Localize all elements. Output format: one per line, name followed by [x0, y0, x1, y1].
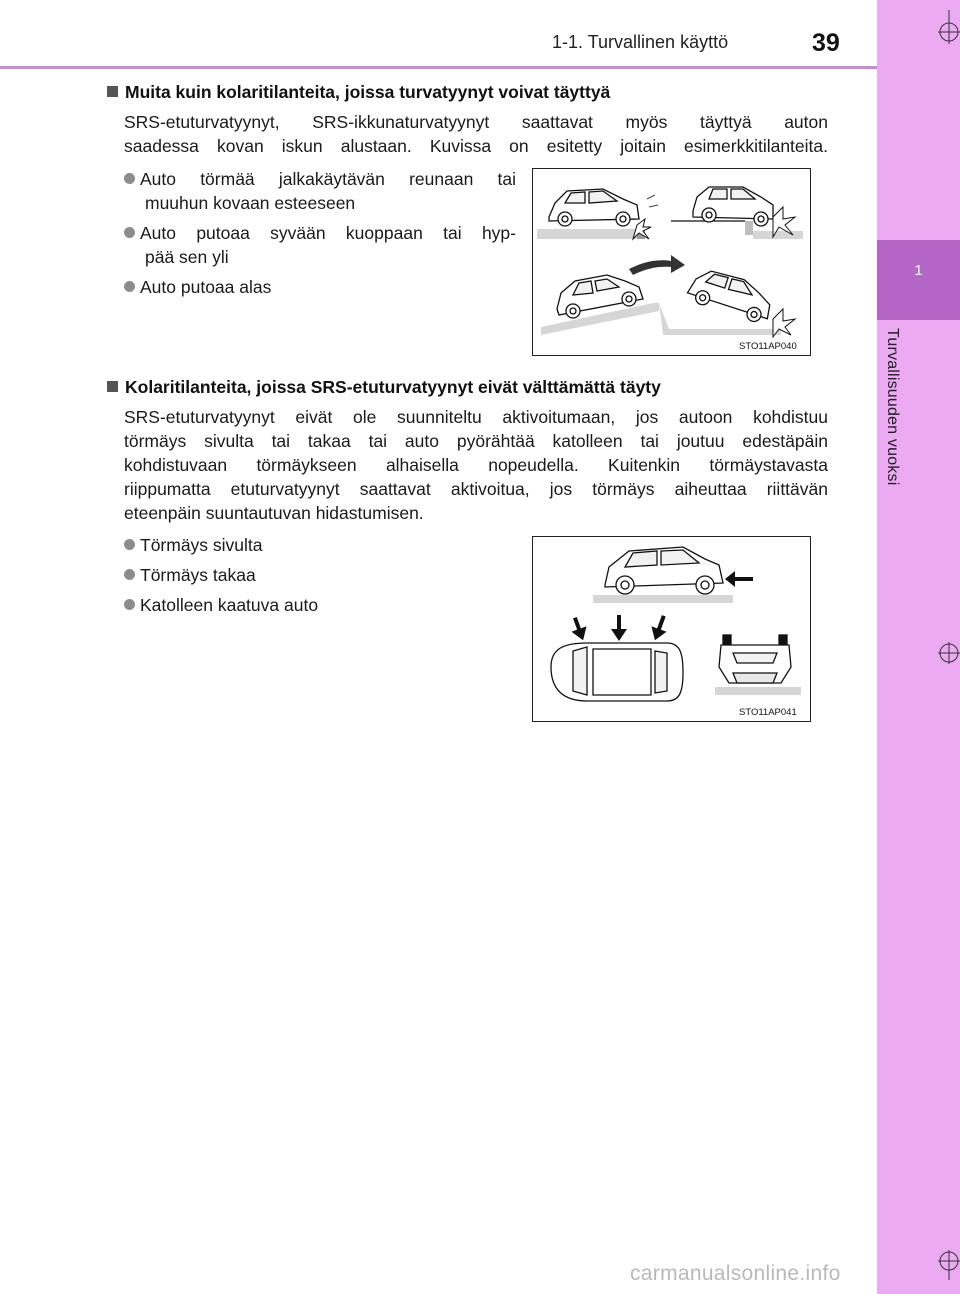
- figure-caption: STO11AP041: [739, 707, 797, 718]
- square-bullet-icon: [107, 86, 118, 97]
- car-icon: [549, 189, 639, 226]
- bullet-dot-icon: [124, 173, 135, 184]
- square-bullet-icon: [107, 381, 118, 392]
- page-number: 39: [812, 29, 840, 57]
- registration-mark-icon: [938, 642, 960, 664]
- paragraph-line: eteenpäin suuntautuvan hidastumisen.: [124, 503, 424, 523]
- list-item: Katolleen kaatuva auto: [124, 593, 318, 617]
- paragraph-line: saadessa kovan iskun alustaan. Kuvissa on esitetty joitain esimerkkitilanteita.: [124, 136, 828, 156]
- car-icon: [693, 187, 773, 226]
- car-icon: [605, 547, 723, 594]
- watermark: carmanualsonline.info: [630, 1262, 841, 1285]
- paragraph: [124, 110, 828, 158]
- bullet-dot-icon: [124, 599, 135, 610]
- section-heading: Kolaritilanteita, joissa SRS-etuturvatyynyt eivät välttämättä täyty: [107, 377, 661, 398]
- chapter-number: 1: [914, 262, 923, 279]
- paragraph-line: riippumatta etuturvatyynyt saattavat aktivoitua, jos törmäys aiheuttaa riittävän: [124, 479, 828, 499]
- bullet-dot-icon: [124, 281, 135, 292]
- paragraph-line: kohdistuvaan törmäykseen alhaisella nopeudella. Kuitenkin törmäystavasta: [124, 455, 828, 475]
- car-icon: [719, 635, 791, 683]
- list-item: Auto putoaa syvään kuoppaan tai hyp- pää sen yli: [124, 221, 516, 269]
- car-icon: [551, 643, 683, 701]
- paragraph-line: SRS-etuturvatyynyt, SRS-ikkunaturvatyynyt saattavat myös täyttyä auton: [124, 112, 828, 132]
- list-item: Auto putoaa alas: [124, 275, 271, 299]
- registration-mark-icon: [938, 10, 960, 32]
- paragraph: [124, 405, 828, 525]
- figure-caption: STO11AP040: [739, 341, 797, 352]
- paragraph-line: törmäys sivulta tai takaa tai auto pyörähtää katolleen tai joutuu edestäpäin: [124, 431, 828, 451]
- chapter-title: Turvallisuuden vuoksi: [884, 328, 901, 486]
- list-item: Auto törmää jalkakäytävän reunaan tai muuhun kovaan esteeseen: [124, 167, 516, 215]
- registration-mark-icon: [938, 1250, 960, 1272]
- car-icon: [685, 264, 776, 325]
- illustration-non-deploy: [532, 536, 811, 722]
- bullet-dot-icon: [124, 227, 135, 238]
- chapter-number-block: [877, 240, 960, 320]
- bullet-dot-icon: [124, 539, 135, 550]
- header-rule: [0, 66, 877, 69]
- bullet-dot-icon: [124, 569, 135, 580]
- list-item: Törmäys sivulta: [124, 533, 263, 557]
- list-item: Törmäys takaa: [124, 563, 256, 587]
- section-header: 1-1. Turvallinen käyttö: [552, 32, 729, 52]
- illustration-impacts: [532, 168, 811, 356]
- section-heading: Muita kuin kolaritilanteita, joissa turvatyynyt voivat täyttyä: [107, 82, 610, 103]
- paragraph-line: SRS-etuturvatyynyt eivät ole suunniteltu aktivoitumaan, jos autoon kohdistuu: [124, 407, 828, 427]
